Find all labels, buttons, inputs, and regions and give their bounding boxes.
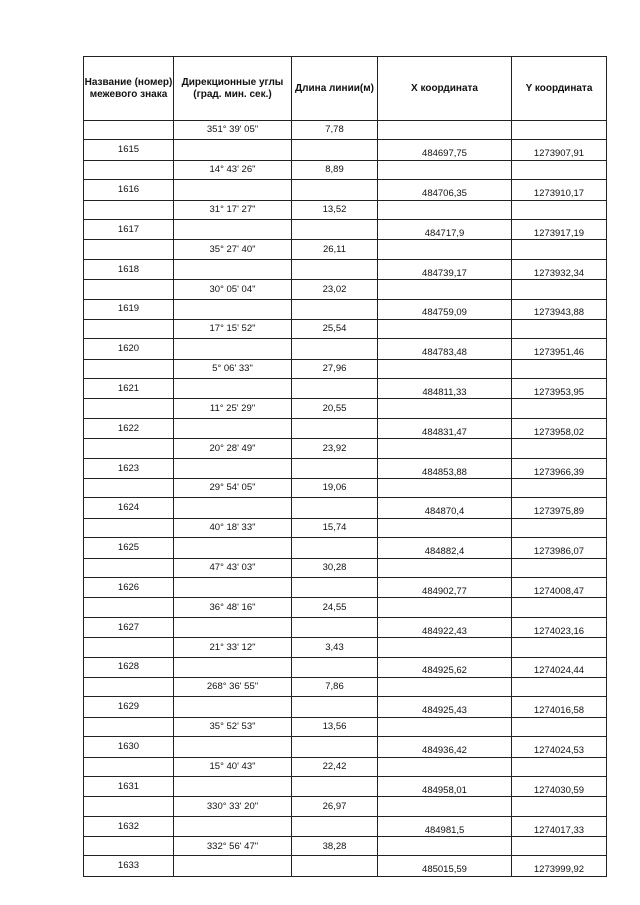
cell-y-coordinate: 1273958,02 xyxy=(512,418,607,438)
cell-direction-angle: 29° 54' 05" xyxy=(174,479,292,498)
table-header-row xyxy=(84,57,607,121)
cell-x-coordinate: 484870,4 xyxy=(378,498,512,518)
cell-y-coordinate: 1273999,92 xyxy=(512,856,607,876)
cell-y-coordinate xyxy=(512,797,607,816)
table-row-point xyxy=(84,259,607,279)
cell-line-length xyxy=(292,379,378,399)
cell-y-coordinate: 1274023,16 xyxy=(512,617,607,637)
cell-y-coordinate: 1274030,59 xyxy=(512,776,607,796)
cell-point-name xyxy=(84,837,174,856)
table-row-point xyxy=(84,776,607,796)
cell-point-name xyxy=(84,121,174,140)
cell-x-coordinate: 484882,4 xyxy=(378,538,512,558)
cell-x-coordinate: 484936,42 xyxy=(378,737,512,757)
cell-line-length xyxy=(292,339,378,359)
cell-direction-angle: 31° 17' 27" xyxy=(174,200,292,219)
cell-direction-angle xyxy=(174,299,292,319)
cell-x-coordinate xyxy=(378,558,512,577)
cell-x-coordinate: 484902,77 xyxy=(378,577,512,597)
cell-y-coordinate xyxy=(512,200,607,219)
cell-x-coordinate: 484958,01 xyxy=(378,776,512,796)
cell-line-length: 26,97 xyxy=(292,797,378,816)
table-row-segment xyxy=(84,797,607,816)
cell-point-name xyxy=(84,558,174,577)
cell-direction-angle: 332° 56' 47" xyxy=(174,837,292,856)
cell-point-name: 1624 xyxy=(84,498,174,518)
cell-direction-angle: 35° 27' 40" xyxy=(174,240,292,259)
cell-y-coordinate: 1273943,88 xyxy=(512,299,607,319)
table-row-segment xyxy=(84,717,607,736)
cell-point-name: 1621 xyxy=(84,379,174,399)
cell-direction-angle xyxy=(174,737,292,757)
cell-line-length: 26,11 xyxy=(292,240,378,259)
cell-direction-angle: 20° 28' 49" xyxy=(174,439,292,458)
cell-line-length: 8,89 xyxy=(292,160,378,179)
table-row-segment xyxy=(84,638,607,657)
table-row-segment xyxy=(84,837,607,856)
cell-x-coordinate: 484739,17 xyxy=(378,259,512,279)
cell-direction-angle xyxy=(174,498,292,518)
cell-x-coordinate xyxy=(378,240,512,259)
cell-y-coordinate: 1273917,19 xyxy=(512,219,607,239)
table-row-point xyxy=(84,538,607,558)
cell-y-coordinate: 1273975,89 xyxy=(512,498,607,518)
cell-direction-angle xyxy=(174,657,292,677)
table-row-segment xyxy=(84,200,607,219)
cell-line-length: 38,28 xyxy=(292,837,378,856)
cell-line-length: 19,06 xyxy=(292,479,378,498)
cell-line-length xyxy=(292,617,378,637)
cell-line-length: 23,02 xyxy=(292,280,378,299)
table-row-segment xyxy=(84,240,607,259)
cell-point-name xyxy=(84,280,174,299)
cell-y-coordinate xyxy=(512,757,607,776)
cell-y-coordinate xyxy=(512,399,607,418)
cell-x-coordinate: 484853,88 xyxy=(378,458,512,478)
cell-y-coordinate: 1274016,58 xyxy=(512,697,607,717)
cell-y-coordinate: 1274008,47 xyxy=(512,577,607,597)
cell-x-coordinate xyxy=(378,160,512,179)
cell-line-length xyxy=(292,259,378,279)
table-row-point xyxy=(84,458,607,478)
cell-line-length xyxy=(292,657,378,677)
cell-direction-angle: 268° 36' 55" xyxy=(174,677,292,696)
header-angle: Дирекционные углы (град. мин. сек.) xyxy=(174,57,292,121)
cell-direction-angle xyxy=(174,776,292,796)
cell-point-name xyxy=(84,160,174,179)
cell-line-length: 3,43 xyxy=(292,638,378,657)
cell-x-coordinate xyxy=(378,638,512,657)
cell-y-coordinate xyxy=(512,837,607,856)
cell-line-length xyxy=(292,737,378,757)
cell-line-length xyxy=(292,418,378,438)
cell-x-coordinate xyxy=(378,797,512,816)
table-row-point xyxy=(84,180,607,200)
cell-line-length: 20,55 xyxy=(292,399,378,418)
cell-y-coordinate: 1273966,39 xyxy=(512,458,607,478)
cell-line-length xyxy=(292,140,378,160)
cell-y-coordinate xyxy=(512,558,607,577)
cell-y-coordinate: 1274024,53 xyxy=(512,737,607,757)
cell-point-name: 1620 xyxy=(84,339,174,359)
cell-y-coordinate: 1273910,17 xyxy=(512,180,607,200)
table-row-segment xyxy=(84,439,607,458)
cell-point-name: 1632 xyxy=(84,816,174,836)
cell-point-name xyxy=(84,399,174,418)
cell-y-coordinate xyxy=(512,240,607,259)
cell-direction-angle: 40° 18' 33" xyxy=(174,518,292,537)
cell-line-length xyxy=(292,816,378,836)
cell-x-coordinate: 484783,48 xyxy=(378,339,512,359)
cell-direction-angle xyxy=(174,697,292,717)
cell-point-name xyxy=(84,319,174,338)
cell-y-coordinate xyxy=(512,121,607,140)
cell-direction-angle xyxy=(174,856,292,876)
cell-point-name xyxy=(84,797,174,816)
cell-x-coordinate xyxy=(378,399,512,418)
cell-point-name xyxy=(84,717,174,736)
cell-x-coordinate: 484697,75 xyxy=(378,140,512,160)
cell-direction-angle: 47° 43' 03" xyxy=(174,558,292,577)
cell-direction-angle xyxy=(174,180,292,200)
cell-x-coordinate xyxy=(378,479,512,498)
cell-direction-angle xyxy=(174,617,292,637)
cell-y-coordinate xyxy=(512,439,607,458)
cell-direction-angle: 5° 06' 33" xyxy=(174,359,292,378)
cell-direction-angle: 35° 52' 53" xyxy=(174,717,292,736)
cell-line-length xyxy=(292,498,378,518)
cell-x-coordinate xyxy=(378,717,512,736)
cell-x-coordinate: 484922,43 xyxy=(378,617,512,637)
cell-point-name xyxy=(84,757,174,776)
cell-y-coordinate xyxy=(512,160,607,179)
cell-x-coordinate xyxy=(378,200,512,219)
cell-direction-angle: 21° 33' 12" xyxy=(174,638,292,657)
cell-line-length: 24,55 xyxy=(292,598,378,617)
cell-x-coordinate: 484811,33 xyxy=(378,379,512,399)
cell-line-length xyxy=(292,538,378,558)
cell-point-name: 1627 xyxy=(84,617,174,637)
cell-line-length xyxy=(292,180,378,200)
cell-point-name xyxy=(84,598,174,617)
table-row-segment xyxy=(84,359,607,378)
cell-line-length: 30,28 xyxy=(292,558,378,577)
cell-direction-angle: 36° 48' 16" xyxy=(174,598,292,617)
cell-direction-angle xyxy=(174,379,292,399)
cell-direction-angle xyxy=(174,418,292,438)
cell-x-coordinate xyxy=(378,280,512,299)
cell-y-coordinate: 1274024,44 xyxy=(512,657,607,677)
cell-point-name xyxy=(84,439,174,458)
cell-direction-angle xyxy=(174,140,292,160)
cell-x-coordinate xyxy=(378,757,512,776)
cell-y-coordinate: 1273951,46 xyxy=(512,339,607,359)
cell-point-name: 1630 xyxy=(84,737,174,757)
cell-y-coordinate xyxy=(512,598,607,617)
cell-point-name: 1623 xyxy=(84,458,174,478)
cell-y-coordinate xyxy=(512,717,607,736)
cell-line-length xyxy=(292,776,378,796)
table-row-segment xyxy=(84,598,607,617)
cell-direction-angle xyxy=(174,339,292,359)
cell-direction-angle: 14° 43' 26" xyxy=(174,160,292,179)
cell-point-name: 1618 xyxy=(84,259,174,279)
cell-line-length: 13,52 xyxy=(292,200,378,219)
cell-y-coordinate xyxy=(512,319,607,338)
cell-point-name xyxy=(84,638,174,657)
cell-direction-angle xyxy=(174,219,292,239)
cell-y-coordinate: 1274017,33 xyxy=(512,816,607,836)
cell-line-length: 23,92 xyxy=(292,439,378,458)
cell-y-coordinate: 1273932,34 xyxy=(512,259,607,279)
table-row-segment xyxy=(84,280,607,299)
table-row-point xyxy=(84,140,607,160)
cell-point-name: 1622 xyxy=(84,418,174,438)
cell-x-coordinate xyxy=(378,837,512,856)
cell-y-coordinate xyxy=(512,359,607,378)
header-length: Длина линии(м) xyxy=(292,57,378,121)
cell-x-coordinate: 484981,5 xyxy=(378,816,512,836)
cell-y-coordinate: 1273907,91 xyxy=(512,140,607,160)
cell-direction-angle xyxy=(174,538,292,558)
cell-line-length xyxy=(292,299,378,319)
table-row-point xyxy=(84,379,607,399)
cell-point-name: 1615 xyxy=(84,140,174,160)
cell-point-name xyxy=(84,240,174,259)
cell-x-coordinate xyxy=(378,598,512,617)
header-name: Название (номер) межевого знака xyxy=(84,57,174,121)
cell-x-coordinate: 484706,35 xyxy=(378,180,512,200)
cell-direction-angle xyxy=(174,816,292,836)
cell-line-length xyxy=(292,219,378,239)
cell-point-name: 1619 xyxy=(84,299,174,319)
cell-direction-angle: 15° 40' 43" xyxy=(174,757,292,776)
cell-line-length xyxy=(292,577,378,597)
header-x: X координата xyxy=(378,57,512,121)
cell-line-length: 15,74 xyxy=(292,518,378,537)
table-row-point xyxy=(84,418,607,438)
cell-point-name: 1626 xyxy=(84,577,174,597)
cell-direction-angle: 351° 39' 05" xyxy=(174,121,292,140)
cell-point-name xyxy=(84,518,174,537)
cell-x-coordinate xyxy=(378,439,512,458)
cell-line-length xyxy=(292,697,378,717)
boundary-coordinates-table xyxy=(83,56,607,877)
table-row-point xyxy=(84,697,607,717)
cell-y-coordinate xyxy=(512,280,607,299)
table-row-point xyxy=(84,737,607,757)
cell-point-name: 1617 xyxy=(84,219,174,239)
cell-point-name: 1633 xyxy=(84,856,174,876)
cell-line-length: 7,78 xyxy=(292,121,378,140)
cell-x-coordinate: 485015,59 xyxy=(378,856,512,876)
cell-point-name: 1616 xyxy=(84,180,174,200)
cell-line-length xyxy=(292,458,378,478)
table-row-segment xyxy=(84,399,607,418)
cell-direction-angle xyxy=(174,577,292,597)
table-row-segment xyxy=(84,160,607,179)
cell-direction-angle: 30° 05' 04" xyxy=(174,280,292,299)
cell-y-coordinate: 1273953,95 xyxy=(512,379,607,399)
cell-x-coordinate xyxy=(378,359,512,378)
cell-x-coordinate xyxy=(378,121,512,140)
table-row-segment xyxy=(84,479,607,498)
table-row-segment xyxy=(84,121,607,140)
table-row-point xyxy=(84,498,607,518)
table-row-segment xyxy=(84,319,607,338)
cell-line-length: 7,86 xyxy=(292,677,378,696)
cell-x-coordinate: 484925,62 xyxy=(378,657,512,677)
cell-y-coordinate: 1273986,07 xyxy=(512,538,607,558)
table-row-point xyxy=(84,617,607,637)
cell-x-coordinate: 484831,47 xyxy=(378,418,512,438)
cell-y-coordinate xyxy=(512,479,607,498)
cell-direction-angle xyxy=(174,458,292,478)
cell-x-coordinate xyxy=(378,319,512,338)
table-row-point xyxy=(84,856,607,876)
cell-y-coordinate xyxy=(512,638,607,657)
header-y: Y координата xyxy=(512,57,607,121)
cell-x-coordinate: 484759,09 xyxy=(378,299,512,319)
cell-line-length: 13,56 xyxy=(292,717,378,736)
cell-point-name xyxy=(84,359,174,378)
cell-x-coordinate xyxy=(378,518,512,537)
table-row-point xyxy=(84,657,607,677)
table-row-segment xyxy=(84,518,607,537)
table-row-point xyxy=(84,339,607,359)
cell-line-length: 25,54 xyxy=(292,319,378,338)
table-row-point xyxy=(84,299,607,319)
cell-point-name xyxy=(84,200,174,219)
cell-point-name: 1629 xyxy=(84,697,174,717)
cell-direction-angle: 17° 15' 52" xyxy=(174,319,292,338)
table-row-point xyxy=(84,816,607,836)
table-row-segment xyxy=(84,757,607,776)
cell-point-name: 1631 xyxy=(84,776,174,796)
cell-point-name: 1628 xyxy=(84,657,174,677)
cell-direction-angle: 330° 33' 20" xyxy=(174,797,292,816)
table-row-point xyxy=(84,219,607,239)
cell-y-coordinate xyxy=(512,677,607,696)
cell-x-coordinate: 484717,9 xyxy=(378,219,512,239)
cell-line-length: 27,96 xyxy=(292,359,378,378)
table-row-segment xyxy=(84,677,607,696)
cell-y-coordinate xyxy=(512,518,607,537)
cell-point-name: 1625 xyxy=(84,538,174,558)
cell-direction-angle: 11° 25' 29" xyxy=(174,399,292,418)
cell-point-name xyxy=(84,479,174,498)
cell-line-length xyxy=(292,856,378,876)
table-row-segment xyxy=(84,558,607,577)
cell-line-length: 22,42 xyxy=(292,757,378,776)
cell-point-name xyxy=(84,677,174,696)
cell-x-coordinate xyxy=(378,677,512,696)
cell-direction-angle xyxy=(174,259,292,279)
table-row-point xyxy=(84,577,607,597)
cell-x-coordinate: 484925,43 xyxy=(378,697,512,717)
